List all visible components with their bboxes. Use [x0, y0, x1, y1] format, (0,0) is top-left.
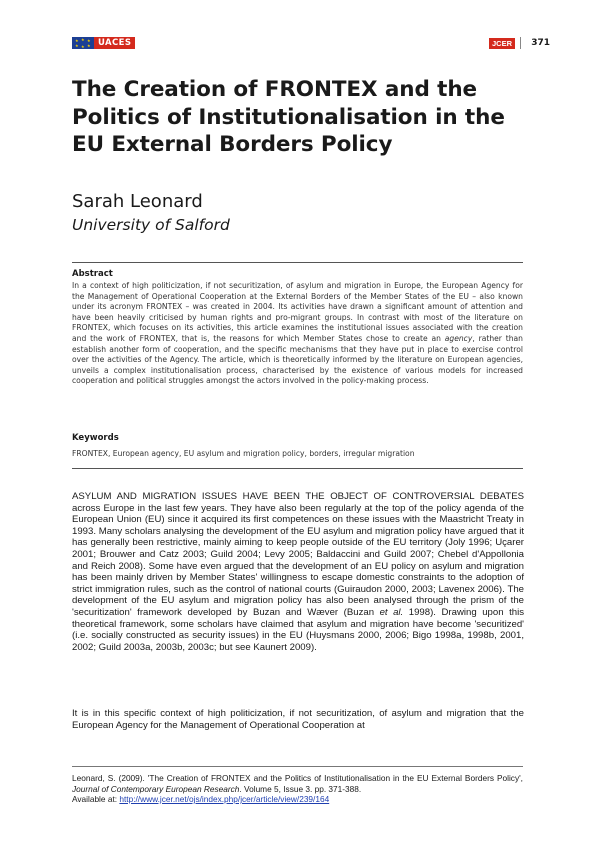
article-url-link[interactable]: http://www.jcer.net/ojs/index.php/jcer/article/view/239/164 — [119, 794, 330, 804]
uaces-logo — [72, 37, 135, 49]
header-divider — [520, 37, 521, 49]
citation-footer: Leonard, S. (2009). 'The Creation of FRONTEX and the Politics of Institutionalisation in the EU External Borders Policy', Journal of Contemporary European Research. Volume 5, Issue 3. pp. 371-388. Available at: http://www.jcer.net/ojs/index.php/jcer/article/view/239/164 — [72, 773, 523, 804]
page-number: 371 — [531, 38, 550, 48]
abstract-heading: Abstract — [72, 269, 113, 279]
keywords-bottom-rule — [72, 468, 523, 469]
eu-flag-icon: ★ ★ ★ ★ ★ ★ — [72, 37, 94, 49]
keywords-text: FRONTEX, European agency, EU asylum and migration policy, borders, irregular migration — [72, 449, 415, 458]
body-paragraph-2: It is in this specific context of high politicization, if not securitization, of asylum and migration that the European Agency for the Management of Operational Cooperation at — [72, 708, 524, 731]
keywords-heading: Keywords — [72, 433, 119, 443]
author-affiliation: University of Salford — [72, 216, 230, 234]
abstract-top-rule — [72, 262, 523, 263]
footer-rule — [72, 766, 523, 767]
jcer-logo: JCER — [489, 38, 515, 49]
uaces-logo-text: UACES — [94, 37, 135, 49]
body-paragraph-1: ASYLUM AND MIGRATION ISSUES HAVE BEEN THE OBJECT OF CONTROVERSIAL DEBATES across Europe in the last few years. They have also been regularly at the top of the policy agenda of the European Union (EU) since it acquired its first competences on these issues with the Maastricht Treaty in 1993. Many scholars analysing the development of the EU asylum and migration policy have argued that it has generally been restrictive, mainly aiming to keep people outside of the EU territory (Joly 1996; Uçarer 2001; Brouwer and Catz 2003; Guild 2004; Levy 2005; Baldaccini and Guild 2007; Chebel d'Appollonia and Reich 2008). Some have even argued that the development of an EU policy on asylum and migration has been mainly driven by Member States' willingness to escape domestic constraints to the adoption of strict immigration rules, such as the control of national courts (Guiraudon 2000, 2003; Lavenex 2006). The development of the EU asylum and migration policy has also been analysed through the prism of the 'securitization' framework developed by Buzan and Wæver (Buzan et al. 1998). Drawing upon this theoretical framework, some scholars have claimed that asylum and migration have become 'securitized' (i.e. socially constructed as security issues) in the EU (Huysmans 2000, 2006; Bigo 1998a, 1998b, 2001, 2002; Guild 2003a, 2003b, 2003c; but see Kaunert 2009). — [72, 491, 524, 653]
article-title: The Creation of FRONTEX and the Politics of Institutionalisation in the EU External Borders Policy — [72, 77, 505, 157]
author-name: Sarah Leonard — [72, 191, 203, 212]
abstract-text: In a context of high politicization, if not securitization, of asylum and migration in Europe, the European Agency for the Management of Operational Cooperation at the External Borders of the Member States of the EU – also known under its acronym FRONTEX – was created in 2004. Its activities have drawn a significant amount of attention and have been heavily criticised by human rights and pro-migrant groups. In contrast with most of the literature on FRONTEX, which focuses on its activities, this article examines the institutional issues associated with the creation and the work of FRONTEX, that is, the reasons for which Member States chose to create an agency, rather than establish another form of cooperation, and the specific mechanisms that they have put in place to exercise control over the activities of the Agency. The article, which is theoretically informed by the literature on European agencies, unveils a complex institutionalisation process, characterised by the existence of various models for increased cooperation and political struggles amongst the actors involved in the policy-making process. — [72, 281, 523, 386]
